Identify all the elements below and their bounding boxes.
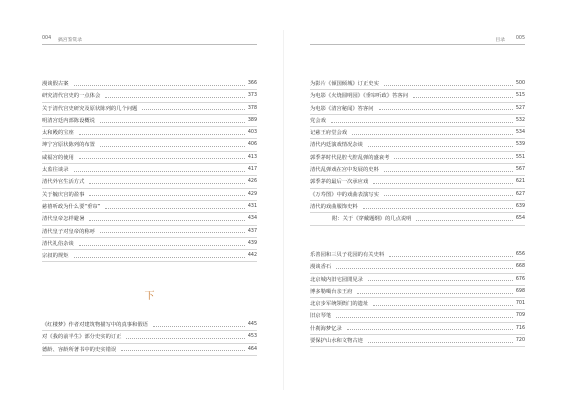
toc-entry[interactable]: [310, 213, 525, 225]
toc-entry-page: 551: [515, 154, 525, 160]
toc-dot-leader: [389, 256, 513, 257]
toc-right-list: [310, 78, 525, 226]
toc-dot-leader: [89, 195, 244, 196]
toc-entry-title: 德龄、容龄所著书中的史实错误: [42, 346, 117, 353]
toc-dot-leader: [79, 158, 245, 159]
toc-dot-leader: [336, 268, 513, 269]
toc-entry-title: 记慈王府堂会戏: [310, 130, 348, 137]
toc-entry-title: 关于毓庆宫的盈事: [42, 191, 85, 198]
toc-entry[interactable]: [310, 78, 525, 90]
toc-entry-page: 676: [515, 276, 525, 282]
toc-entry-page: 429: [247, 191, 257, 197]
toc-entry[interactable]: [42, 201, 257, 213]
toc-entry-page: 378: [247, 105, 257, 111]
toc-dot-leader: [100, 232, 245, 233]
toc-entry-title: 太监往谈录: [42, 167, 69, 174]
toc-entry[interactable]: [310, 201, 525, 213]
toc-entry-title: 北京步军统领衙门的遗址: [310, 301, 369, 308]
toc-entry-title: 郭季茅时代昆腔弋腔乱弹的盛衰考: [310, 154, 390, 161]
toc-entry-title: 清代的戏曲服饰史料: [310, 203, 358, 210]
toc-entry[interactable]: [310, 103, 525, 115]
toc-row-rule: [310, 346, 525, 347]
toc-entry-title: 为电影《清宫秘闻》答客问: [310, 105, 374, 112]
toc-entry-page: 500: [515, 81, 525, 86]
toc-entry-page: 406: [247, 142, 257, 148]
toc-entry-title: 郭季茅的最后一次承应戏: [310, 179, 369, 186]
toc-entry[interactable]: [310, 115, 525, 127]
left-running-title: 搞宫鉴赏录: [58, 38, 82, 43]
toc-entry[interactable]: [42, 319, 257, 331]
toc-dot-leader: [368, 146, 513, 147]
toc-entry[interactable]: [42, 90, 257, 102]
toc-entry-page: 442: [247, 253, 257, 259]
toc-entry[interactable]: [42, 139, 257, 151]
toc-dot-leader: [379, 109, 513, 110]
toc-entry[interactable]: [310, 335, 525, 347]
toc-entry[interactable]: [310, 90, 525, 102]
toc-entry-page: 453: [247, 334, 257, 340]
toc-entry-page: 445: [247, 322, 257, 327]
toc-dot-leader: [105, 97, 245, 98]
toc-entry-page: 720: [515, 338, 525, 344]
toc-dot-leader: [394, 158, 512, 159]
toc-entry[interactable]: [310, 323, 525, 335]
toc-dot-leader: [413, 97, 513, 98]
toc-entry[interactable]: [42, 226, 257, 238]
left-running-header: [42, 34, 257, 46]
section-mark: 下: [144, 291, 155, 302]
toc-entry-title: 《万寿图》中的戏曲表演写实: [310, 191, 379, 198]
toc-dot-leader: [331, 122, 513, 123]
toc-entry-title: 清代礼俗杂谈: [42, 240, 74, 247]
toc-entry-page: 437: [247, 228, 257, 234]
toc-entry-page: 698: [515, 288, 525, 294]
toc-entry-page: 431: [247, 203, 257, 209]
toc-dot-leader: [100, 122, 245, 123]
toc-entry-page: 668: [515, 264, 525, 270]
toc-dot-leader: [79, 134, 245, 135]
toc-dot-leader: [363, 208, 513, 209]
toc-entry-title: 清代皇子对皇帝的称呼: [42, 228, 95, 235]
toc-entry[interactable]: [310, 139, 525, 151]
toc-entry-title: 附：关于《穿戴题纲》的几点说明: [332, 216, 412, 223]
toc-dot-leader: [357, 293, 512, 294]
toc-entry-page: 539: [515, 142, 525, 148]
toc-entry-title: 《红楼梦》作者对建筑物描写中的真事和假语: [42, 322, 148, 328]
toc-entry-page: 621: [515, 179, 525, 185]
toc-entry[interactable]: [42, 176, 257, 188]
toc-entry[interactable]: [42, 127, 257, 139]
toc-dot-leader: [121, 350, 245, 351]
toc-dot-leader: [126, 338, 244, 339]
toc-dot-leader: [352, 134, 513, 135]
toc-entry[interactable]: [310, 286, 525, 298]
toc-entry[interactable]: [310, 298, 525, 310]
right-header-rule: [310, 44, 525, 45]
toc-dot-leader: [384, 195, 513, 196]
toc-entry-title: 清代乱弹戏在宫中发展的史料: [310, 167, 379, 174]
page-gutter: [283, 30, 284, 390]
toc-entry[interactable]: [310, 152, 525, 164]
toc-entry-page: 627: [515, 191, 525, 197]
toc-left-list: [42, 78, 257, 262]
right-page-number: 005: [515, 36, 525, 41]
toc-dot-leader: [74, 171, 245, 172]
toc-entry-title: 博多勒噶台亲王府: [310, 288, 353, 295]
toc-dot-leader: [74, 257, 245, 258]
toc-dot-leader: [89, 220, 244, 221]
toc-dot-leader: [153, 326, 245, 327]
toc-dot-leader: [368, 280, 513, 281]
toc-entry[interactable]: [310, 249, 525, 261]
toc-entry-page: 373: [247, 93, 257, 99]
toc-entry-page: 654: [515, 216, 525, 222]
toc-entry[interactable]: [42, 103, 257, 115]
toc-dot-leader: [416, 220, 512, 221]
toc-entry-title: 为影片《倾国倾城》订正史实: [310, 81, 379, 87]
toc-entry-page: 534: [515, 130, 525, 136]
toc-entry[interactable]: [42, 238, 257, 250]
toc-entry-title: 慈禧听政为什么要“垂帘”: [42, 203, 101, 210]
right-running-header: [310, 34, 525, 46]
toc-entry-page: 464: [247, 346, 257, 352]
toc-entry-title: 什刹海梦忆录: [310, 325, 342, 332]
toc-entry-title: 明清宫廷内部陈设概说: [42, 117, 95, 124]
toc-entry-page: 413: [247, 154, 257, 160]
toc-entry-title: 研究清代宫史的一点体会: [42, 93, 101, 100]
toc-entry-title: 咸福宫的使用: [42, 154, 74, 161]
toc-entry-page: 532: [515, 117, 525, 123]
toc-entry-title: 太和殿的宝座: [42, 130, 74, 137]
toc-entry-page: 527: [515, 105, 525, 111]
toc-entry-page: 567: [515, 167, 525, 173]
toc-entry-page: 389: [247, 117, 257, 123]
toc-entry[interactable]: [42, 213, 257, 225]
toc-dot-leader: [368, 342, 513, 343]
toc-entry-title: 对《我的前半生》部分史实的订正: [42, 334, 122, 341]
toc-right-list-2: [310, 249, 525, 347]
toc-dot-leader: [336, 317, 513, 318]
toc-entry[interactable]: [310, 164, 525, 176]
toc-entry-page: 656: [515, 252, 525, 257]
toc-entry[interactable]: [42, 344, 257, 356]
toc-dot-leader: [347, 329, 513, 330]
toc-entry[interactable]: [310, 310, 525, 322]
toc-entry-page: 434: [247, 216, 257, 222]
toc-dot-leader: [384, 171, 513, 172]
toc-dot-leader: [142, 109, 244, 110]
toc-dot-leader: [373, 305, 513, 306]
toc-entry-page: 515: [515, 93, 525, 99]
toc-entry-page: 426: [247, 179, 257, 185]
toc-entry[interactable]: [310, 176, 525, 188]
toc-entry[interactable]: [42, 115, 257, 127]
toc-entry-title: 漫谈香石: [310, 264, 332, 271]
left-page-number: 004: [42, 36, 52, 41]
toc-entry[interactable]: [42, 152, 257, 164]
toc-entry-title: 乐善园和三贝子花园的有关史料: [310, 252, 385, 258]
toc-dot-leader: [79, 245, 245, 246]
toc-dot-leader: [373, 183, 513, 184]
toc-entry-title: 漫谈假古案: [42, 81, 69, 87]
toc-entry-page: 417: [247, 167, 257, 173]
toc-entry[interactable]: [310, 127, 525, 139]
toc-entry-title: 坤宁宫原状陈列的布置: [42, 142, 95, 149]
toc-entry[interactable]: [310, 261, 525, 273]
toc-entry-title: 旧京琴笔: [310, 313, 332, 320]
toc-dot-leader: [384, 85, 513, 86]
toc-entry-page: 403: [247, 130, 257, 136]
toc-entry[interactable]: [42, 164, 257, 176]
toc-entry-title: 宗叔的规矩: [42, 253, 69, 260]
toc-dot-leader: [74, 85, 245, 86]
toc-entry[interactable]: [42, 189, 257, 201]
toc-entry-page: 701: [515, 301, 525, 307]
toc-entry-title: 清代内廷演戏情况杂谈: [310, 142, 363, 149]
toc-entry-title: 要保护山水和文物古迹: [310, 338, 363, 345]
toc-entry-page: 366: [247, 81, 257, 86]
toc-entry-title: 关于清代宫史研究及原状陈列的几个问题: [42, 105, 138, 112]
toc-dot-leader: [100, 146, 245, 147]
toc-left-list-2: [42, 319, 257, 356]
toc-row-rule: [42, 261, 257, 262]
toc-entry-title: 为电影《火烧圆明园》《垂帘听政》答客问: [310, 93, 408, 100]
toc-entry-title: 党会戏: [310, 117, 326, 124]
toc-entry-page: 439: [247, 240, 257, 246]
toc-entry[interactable]: [310, 189, 525, 201]
toc-dot-leader: [105, 208, 244, 209]
toc-entry[interactable]: [310, 274, 525, 286]
toc-dot-leader: [89, 183, 244, 184]
toc-entry[interactable]: [42, 78, 257, 90]
toc-entry-page: 716: [515, 325, 525, 331]
toc-entry[interactable]: [42, 331, 257, 343]
toc-entry-page: 639: [515, 203, 525, 209]
toc-entry[interactable]: [42, 250, 257, 262]
toc-entry-page: 709: [515, 313, 525, 319]
toc-row-rule: [310, 225, 525, 226]
left-header-rule: [42, 44, 257, 45]
toc-row-rule: [42, 355, 257, 356]
right-running-title: 目录: [495, 38, 505, 43]
toc-entry-title: 清代外官生活方式: [42, 179, 85, 186]
toc-entry-title: 北京城内旧宅园閒见录: [310, 276, 363, 283]
toc-entry-title: 清代皇帝怎样避暑: [42, 216, 85, 223]
